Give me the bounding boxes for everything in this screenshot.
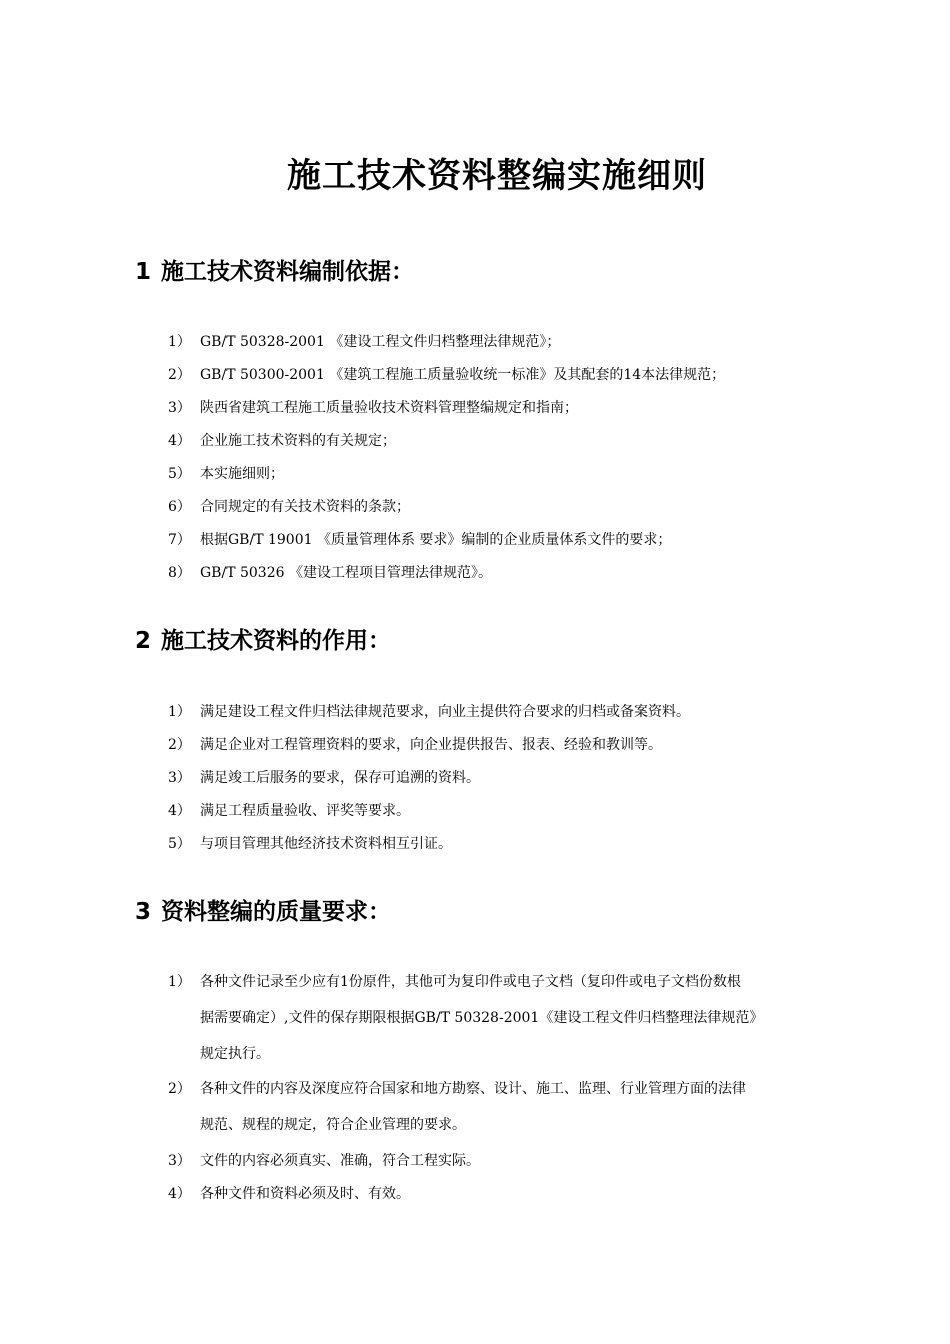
item-marker: 4） (168, 1186, 191, 1202)
item-text: 满足建设工程文件归档法律规范要求，向业主提供符合要求的归档或备案资料。 (200, 704, 690, 720)
item-text: 与项目管理其他经济技术资料相互引证。 (200, 836, 452, 852)
section-heading (135, 896, 391, 928)
item-text-line: 规定执行。 (200, 1046, 270, 1062)
item-marker: 1） (168, 334, 191, 350)
item-marker: 8） (168, 565, 191, 581)
item-text: 满足竣工后服务的要求，保存可追溯的资料。 (200, 770, 480, 786)
item-text-line: 规范、规程的规定，符合企业管理的要求。 (200, 1117, 466, 1133)
item-marker: 2） (168, 367, 191, 383)
item-text: 企业施工技术资料的有关规定； (200, 433, 396, 449)
section-heading (135, 625, 391, 657)
item-marker: 2） (168, 737, 191, 753)
item-marker: 1） (168, 974, 191, 990)
item-text-line: 各种文件的内容及深度应符合国家和地方勘察、设计、施工、监理、行业管理方面的法律 (200, 1081, 746, 1097)
section-number: 2 (135, 628, 152, 654)
item-text: GB/T 50300-2001 《建筑工程施工质量验收统一标准》及其配套的14本法律规范； (200, 367, 726, 383)
item-marker: 3） (168, 400, 191, 416)
item-marker: 6） (168, 499, 191, 515)
document-title: 施工技术资料整编实施细则 (287, 156, 707, 196)
item-text: 文件的内容必须真实、准确，符合工程实际。 (200, 1153, 480, 1169)
item-text: 陕西省建筑工程施工质量验收技术资料管理整编规定和指南； (200, 400, 578, 416)
item-text-line: 各种文件记录至少应有1份原件，其他可为复印件或电子文档（复印件或电子文档份数根 (200, 974, 741, 990)
section-title: 施工技术资料编制依据： (161, 259, 415, 285)
item-text: 本实施细则； (200, 466, 284, 482)
section-heading (135, 256, 414, 288)
item-marker: 3） (168, 770, 191, 786)
item-marker: 5） (168, 836, 191, 852)
section-number: 1 (135, 259, 152, 285)
section-title: 施工技术资料的作用： (161, 628, 392, 654)
item-marker: 3） (168, 1153, 191, 1169)
item-marker: 4） (168, 433, 191, 449)
section-title: 资料整编的质量要求： (161, 899, 392, 925)
item-text: GB/T 50328-2001 《建设工程文件归档整理法律规范》； (200, 334, 561, 350)
section-number: 3 (135, 899, 152, 925)
item-text: 根据GB/T 19001 《质量管理体系 要求》编制的企业质量体系文件的要求； (200, 532, 672, 548)
item-text: 各种文件和资料必须及时、有效。 (200, 1186, 410, 1202)
item-marker: 1） (168, 704, 191, 720)
item-marker: 2） (168, 1081, 191, 1097)
item-text: 满足工程质量验收、评奖等要求。 (200, 803, 410, 819)
item-text: 满足企业对工程管理资料的要求，向企业提供报告、报表、经验和教训等。 (200, 737, 662, 753)
item-text: 合同规定的有关技术资料的条款； (200, 499, 410, 515)
item-text: GB/T 50326 《建设工程项目管理法律规范》。 (200, 565, 492, 581)
item-marker: 4） (168, 803, 191, 819)
item-text-line: 据需要确定）,文件的保存期限根据GB/T 50328-2001《建设工程文件归档整理法律规范》 (200, 1010, 764, 1026)
item-marker: 7） (168, 532, 191, 548)
item-marker: 5） (168, 466, 191, 482)
